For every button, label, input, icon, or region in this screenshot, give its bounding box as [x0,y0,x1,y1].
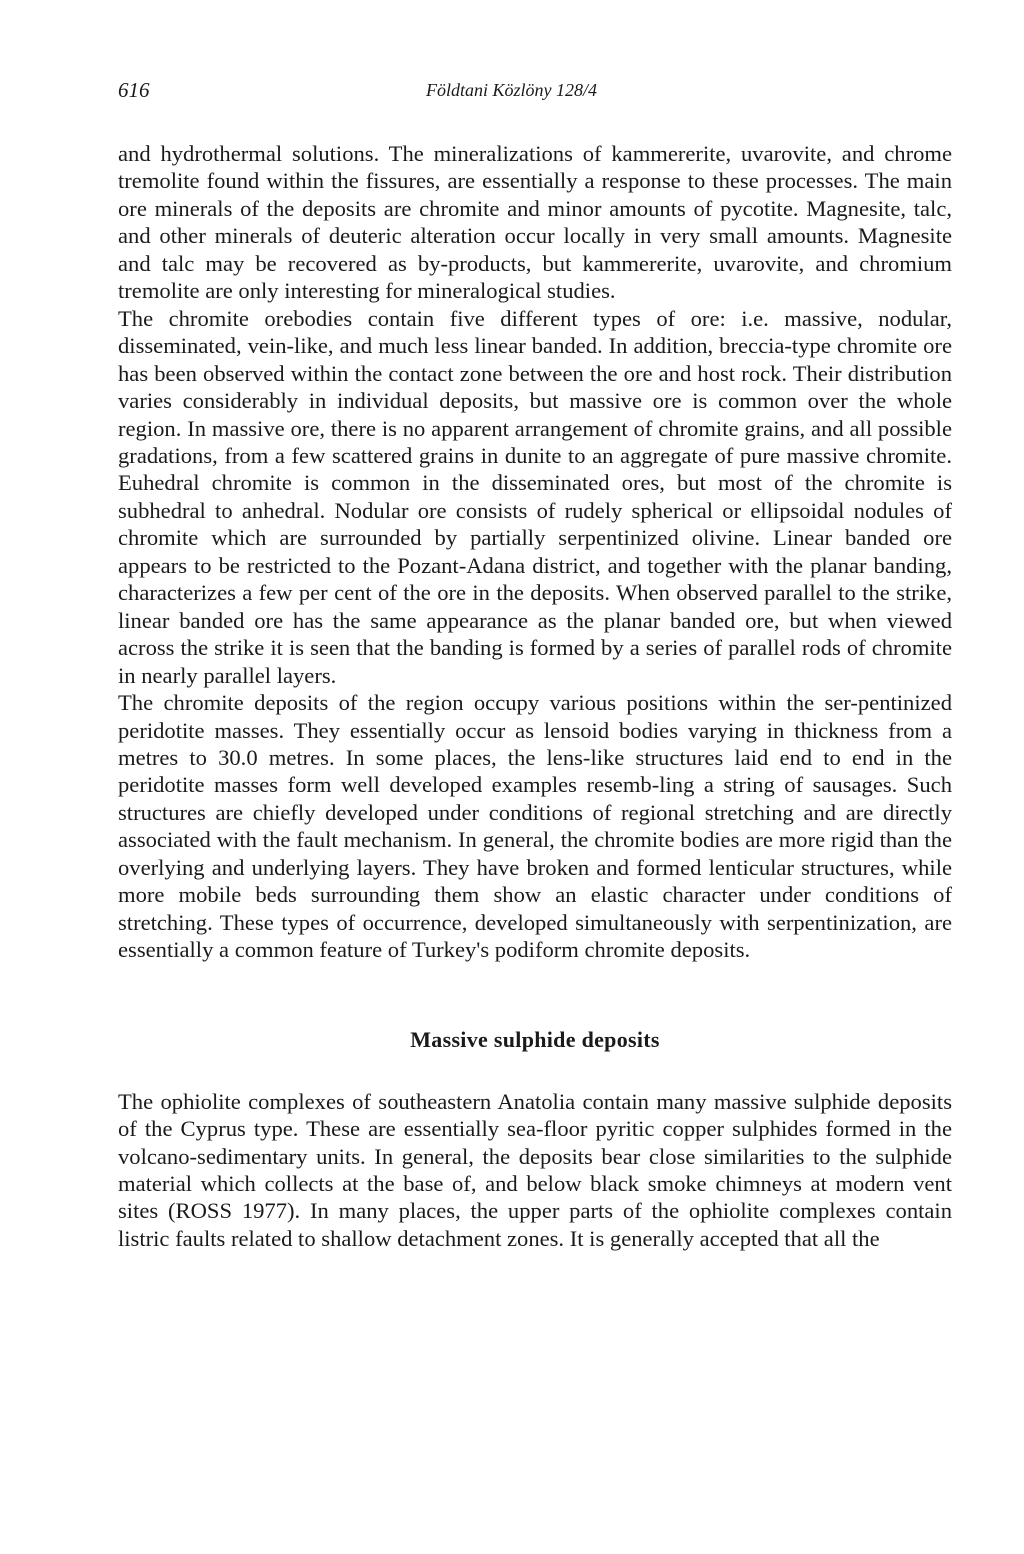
journal-title: Földtani Közlöny 128/4 [426,80,597,100]
paragraph-massive-sulphide: The ophiolite complexes of southeastern Anatolia contain many massive sulphide deposits of the Cyprus type. These are essentially sea-floor pyritic copper sulphides formed in the volcano-sedimentary units. In general, the deposits bear close similarities to the sulphide material which collects at the base of, and below black smoke chimneys at modern vent sites (ROSS 1977). In many places, the upper parts of the ophiolite complexes contain listric faults related to shallow detachment zones. It is generally accepted that all the [118,1088,952,1251]
section-heading: Massive sulphide deposits [410,1026,660,1052]
page [118,78,952,1252]
body-text [118,140,952,1252]
paragraph-ore-types: The chromite orebodies contain five different types of ore: i.e. massive, nodular, disseminated, vein-like, and much less linear banded. In addition, breccia-type chromite ore has been observed within the contact zone between the ore and host rock. Their distribution varies considerably in individual deposits, but massive ore is common over the whole region. In massive ore, there is no apparent arrangement of chromite grains, and all possible gradations, from a few scattered grains in dunite to an aggregate of pure massive chromite. Euhedral chromite is common in the disseminated ores, but most of the chromite is subhedral to anhedral. Nodular ore consists of rudely spherical or ellipsoidal nodules of chromite which are surrounded by partially serpentinized olivine. Linear banded ore appears to be restricted to the Pozant-Adana district, and together with the planar banding, characterizes a few per cent of the ore in the deposits. When observed parallel to the strike, linear banded ore has the same appearance as the planar banded ore, but when viewed across the strike it is seen that the banding is formed by a series of parallel rods of chromite in nearly parallel layers. [118,305,952,688]
paragraph-mineralization: and hydrothermal solutions. The mineralizations of kammererite, uvarovite, and chrome tremolite found within the fissures, are essentially a response to these processes. The main ore minerals of the deposits are chromite and minor amounts of pycotite. Magnesite, talc, and other minerals of deuteric alteration occur locally in very small amounts. Magnesite and talc may be recovered as by-products, but kammererite, uvarovite, and chromium tremolite are only interesting for mineralogical studies. [118,141,952,304]
paragraph-deposit-positions: The chromite deposits of the region occupy various positions within the ser-pentinized peridotite masses. They essentially occur as lensoid bodies varying in thickness from a metres to 30.0 metres. In some places, the lens-like structures laid end to end in the peridotite masses form well developed examples resemb-ling a string of sausages. Such structures are chiefly developed under conditions of regional stretching and are directly associated with the fault mechanism. In general, the chromite bodies are more rigid than the overlying and underlying layers. They have broken and formed lenticular structures, while more mobile beds surrounding them show an elastic character under conditions of stretching. These types of occurrence, developed simultaneously with serpentinization, are essentially a common feature of Turkey's podiform chromite deposits. [118,690,952,963]
running-head [118,78,952,108]
page-number: 616 [118,78,150,102]
